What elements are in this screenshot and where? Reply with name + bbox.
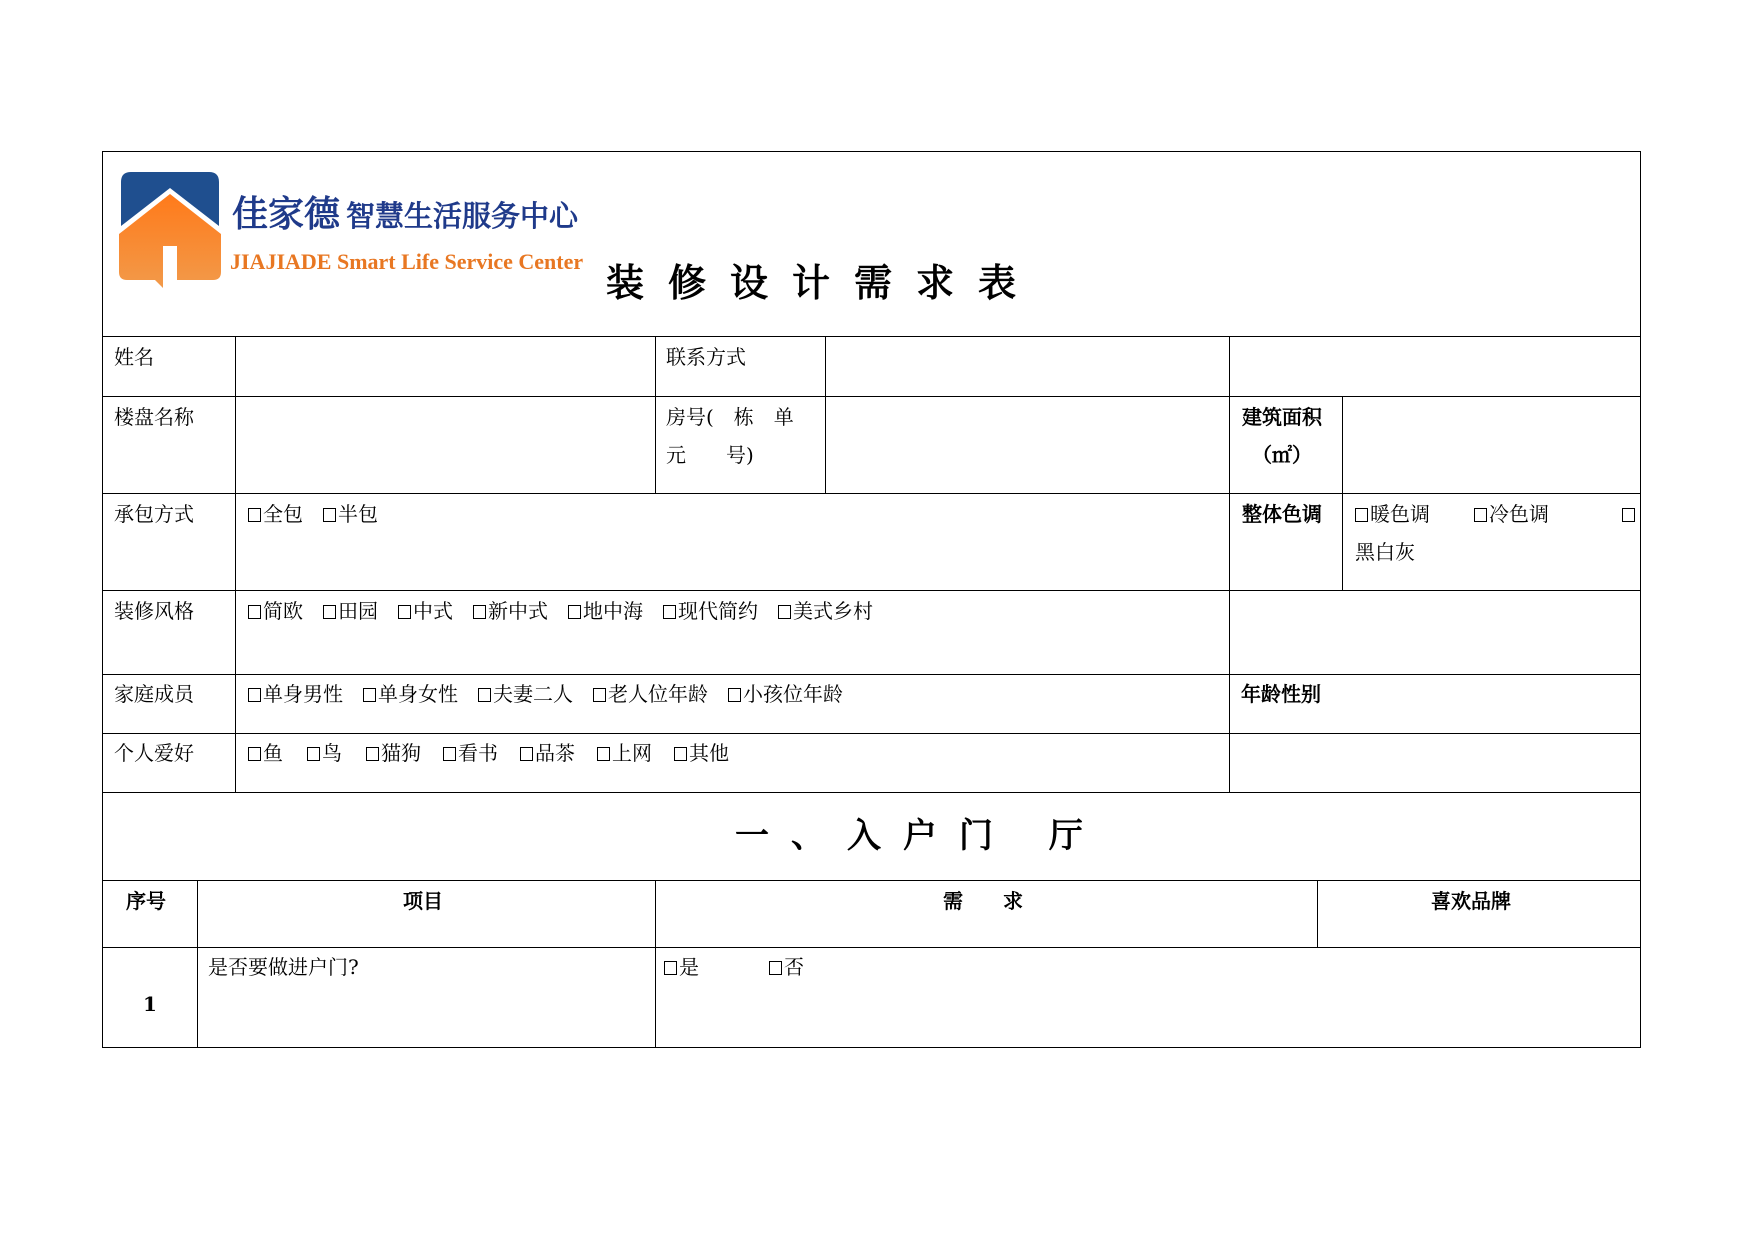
page-title: 装修设计需求表 — [606, 261, 1041, 305]
label-style: 装修风格 — [114, 599, 194, 623]
checkbox[interactable] — [769, 961, 782, 975]
option-yes[interactable]: 是 — [664, 955, 699, 979]
label-area-line2: （㎡） — [1252, 443, 1312, 467]
option-black-white-gray-label: 黑白灰 — [1355, 540, 1415, 564]
checkbox[interactable] — [248, 747, 261, 761]
label-room-line2: 元 号) — [666, 443, 754, 467]
option-family-3[interactable]: 夫妻二人 — [478, 682, 573, 706]
option-family-1[interactable]: 单身男性 — [248, 682, 343, 706]
checkbox[interactable] — [597, 747, 610, 761]
label-age-gender: 年龄性别 — [1241, 682, 1321, 706]
checkbox[interactable] — [323, 508, 336, 522]
checkbox[interactable] — [664, 961, 677, 975]
checkbox[interactable] — [398, 605, 411, 619]
logo-brand-cn: 佳家德 — [232, 194, 341, 235]
label-hobby: 个人爱好 — [114, 741, 194, 765]
checkbox[interactable] — [478, 688, 491, 702]
option-style-2[interactable]: 田园 — [323, 599, 378, 623]
contract-options — [248, 502, 378, 526]
label-name: 姓名 — [114, 345, 154, 369]
tone-options — [1355, 502, 1549, 526]
checkbox[interactable] — [778, 605, 791, 619]
checkbox[interactable] — [520, 747, 533, 761]
checkbox[interactable] — [568, 605, 581, 619]
option-hobby-7[interactable]: 其他 — [674, 741, 729, 765]
checkbox[interactable] — [593, 688, 606, 702]
label-family: 家庭成员 — [114, 682, 194, 706]
checkbox[interactable] — [248, 688, 261, 702]
option-style-4[interactable]: 新中式 — [473, 599, 548, 623]
checkbox[interactable] — [663, 605, 676, 619]
option-style-1[interactable]: 简欧 — [248, 599, 303, 623]
label-contact: 联系方式 — [666, 345, 746, 369]
checkbox[interactable] — [248, 508, 261, 522]
option-hobby-5[interactable]: 品茶 — [520, 741, 575, 765]
option-style-3[interactable]: 中式 — [398, 599, 453, 623]
option-full-package[interactable]: 全包 — [248, 502, 303, 526]
option-hobby-2[interactable]: 鸟 — [307, 741, 342, 765]
header-need: 需 求 — [943, 889, 1023, 913]
header-brand: 喜欢品牌 — [1431, 889, 1511, 913]
row-1-need-options — [664, 955, 804, 979]
checkbox[interactable] — [323, 605, 336, 619]
option-family-5[interactable]: 小孩位年龄 — [728, 682, 843, 706]
label-room-line1: 房号( 栋 单 — [666, 405, 794, 429]
header-no: 序号 — [126, 889, 166, 913]
checkbox[interactable] — [1355, 508, 1368, 522]
option-no[interactable]: 否 — [769, 955, 804, 979]
style-options — [248, 599, 873, 623]
label-tone: 整体色调 — [1242, 502, 1322, 526]
section-title: 一、入户门 厅 — [735, 816, 1105, 856]
row-1-item: 是否要做进户门? — [208, 955, 359, 979]
option-style-5[interactable]: 地中海 — [568, 599, 643, 623]
label-area-line1: 建筑面积 — [1242, 405, 1322, 429]
family-options — [248, 682, 843, 706]
option-hobby-1[interactable]: 鱼 — [248, 741, 283, 765]
checkbox-black-white-gray[interactable] — [1622, 508, 1635, 522]
checkbox[interactable] — [248, 605, 261, 619]
option-hobby-3[interactable]: 猫狗 — [366, 741, 421, 765]
option-hobby-4[interactable]: 看书 — [443, 741, 498, 765]
option-family-2[interactable]: 单身女性 — [363, 682, 458, 706]
label-estate: 楼盘名称 — [114, 405, 194, 429]
option-half-package[interactable]: 半包 — [323, 502, 378, 526]
checkbox[interactable] — [728, 688, 741, 702]
header-item: 项目 — [403, 889, 443, 913]
option-hobby-6[interactable]: 上网 — [597, 741, 652, 765]
hobby-options — [248, 741, 729, 765]
checkbox[interactable] — [443, 747, 456, 761]
option-style-6[interactable]: 现代简约 — [663, 599, 758, 623]
option-cool[interactable]: 冷色调 — [1474, 502, 1549, 526]
checkbox[interactable] — [1474, 508, 1487, 522]
row-1-no: 1 — [143, 992, 157, 1016]
checkbox[interactable] — [307, 747, 320, 761]
checkbox[interactable] — [674, 747, 687, 761]
checkbox[interactable] — [363, 688, 376, 702]
option-warm[interactable]: 暖色调 — [1355, 502, 1430, 526]
option-style-7[interactable]: 美式乡村 — [778, 599, 873, 623]
logo-brand-en: JIAJIADE Smart Life Service Center — [230, 249, 584, 274]
checkbox[interactable] — [366, 747, 379, 761]
logo-subtitle-cn: 智慧生活服务中心 — [346, 199, 579, 233]
checkbox[interactable] — [473, 605, 486, 619]
label-contract: 承包方式 — [114, 502, 194, 526]
option-family-4[interactable]: 老人位年龄 — [593, 682, 708, 706]
